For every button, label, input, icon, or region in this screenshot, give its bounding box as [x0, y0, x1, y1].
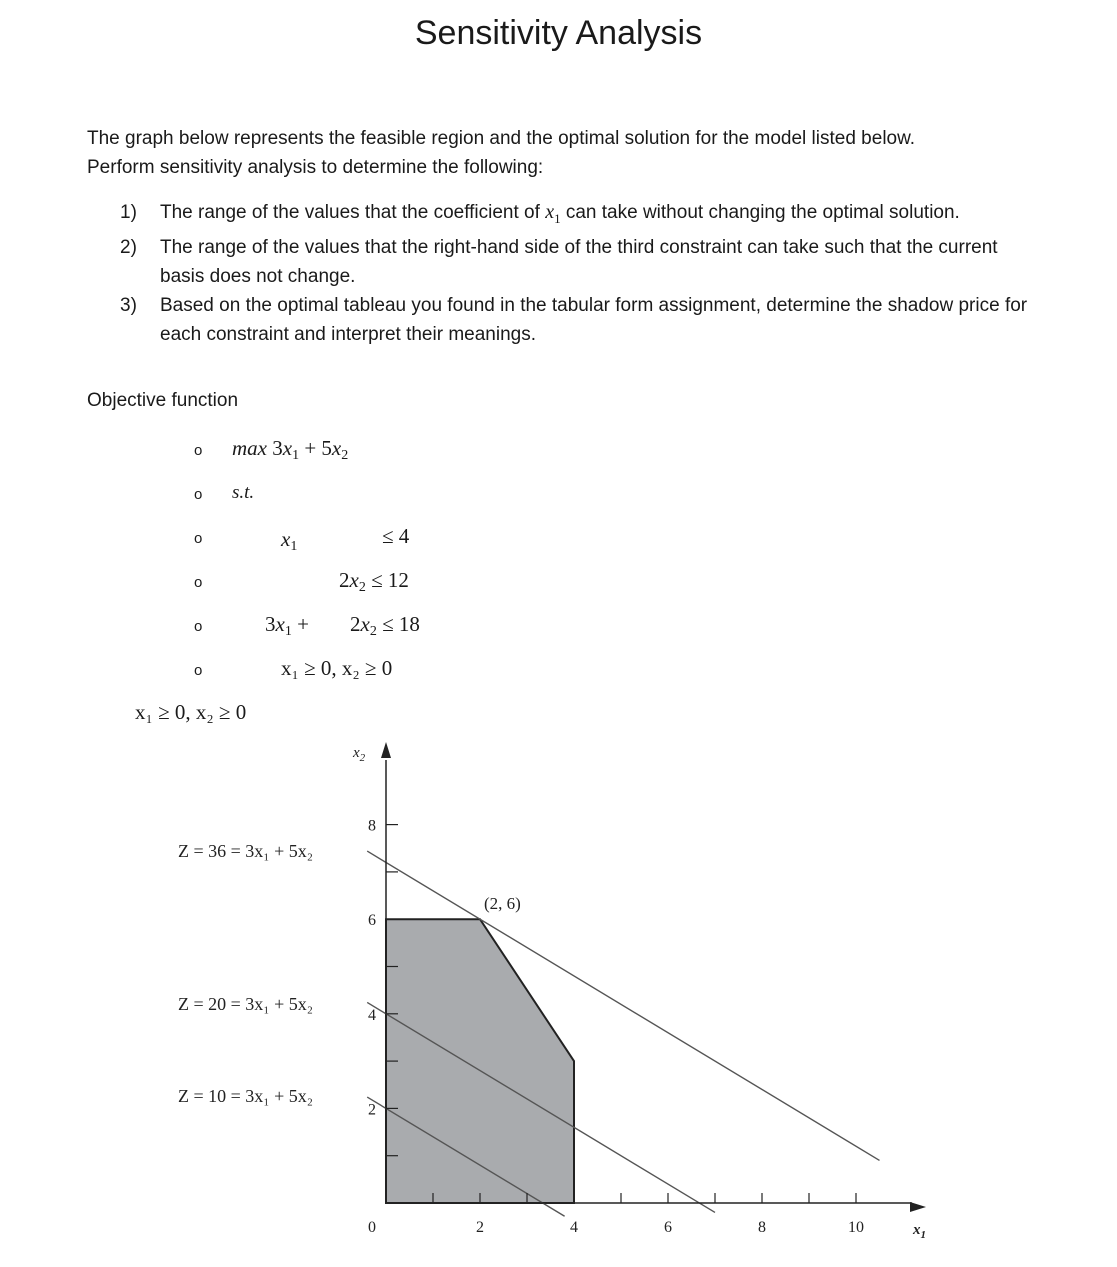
- question-text: The range of the values that the right-hand side of the third constraint can take such that the current basis does not change.: [160, 236, 998, 287]
- x-tick-label: 6: [664, 1219, 672, 1236]
- optimal-point-label: (2, 6): [484, 894, 521, 914]
- question-number: 3): [120, 294, 137, 316]
- y-axis-arrow-icon: [381, 742, 391, 758]
- bullet-icon: o: [194, 574, 203, 591]
- y-tick-label: 8: [368, 817, 376, 835]
- iso-line-label-z10: Z = 10 = 3x₁ + 5x₂: [178, 1086, 313, 1106]
- y-axis-label: $x_2$: [353, 745, 366, 764]
- bullet-icon: o: [194, 662, 203, 679]
- nonnegativity-constraint: x₁ ≥ 0, x₂ ≥ 0: [281, 656, 393, 680]
- constraint-1-rhs: ≤ 4: [382, 524, 410, 548]
- constraint-3-term-2: $2x_2 \le 18$: [350, 612, 420, 639]
- question-text-after: can take without changing the optimal solution.: [560, 202, 960, 223]
- bullet-icon: o: [194, 442, 203, 459]
- question-number: 2): [120, 236, 137, 258]
- objective-function-label: Objective function: [87, 390, 239, 411]
- iso-line-label-z20: Z = 20 = 3x₁ + 5x₂: [178, 994, 313, 1014]
- y-tick-label: 4: [368, 1006, 376, 1024]
- objective-expression: $\max 3x_1 + 5x_2$: [232, 436, 349, 463]
- x-tick-label: 0: [368, 1219, 376, 1236]
- x-axis-label: $x_1$: [913, 1222, 926, 1241]
- bullet-icon: o: [194, 618, 203, 635]
- x-tick-label: 2: [476, 1219, 484, 1236]
- question-text: Based on the optimal tableau you found in the tabular form assignment, determine the shadow price for each constraint and interpret their meanings.: [160, 294, 1028, 345]
- bullet-icon: o: [194, 486, 203, 503]
- intro-line-1: The graph below represents the feasible region and the optimal solution for the model listed below.: [87, 128, 916, 149]
- x-tick-label: 4: [570, 1219, 578, 1236]
- question-variable-sub: 1: [554, 210, 561, 226]
- feasible-region: [386, 919, 574, 1203]
- bullet-icon: o: [194, 530, 203, 547]
- y-tick-label: 2: [368, 1101, 376, 1119]
- question-variable: x: [545, 201, 555, 223]
- nonnegativity-repeat: x₁ ≥ 0, x₂ ≥ 0: [135, 700, 247, 724]
- intro-line-2: Perform sensitivity analysis to determine the following:: [87, 157, 544, 178]
- question-number: 1): [120, 202, 137, 223]
- x-axis-arrow-icon: [910, 1202, 926, 1212]
- y-tick-label: 6: [368, 912, 376, 930]
- question-text-before: The range of the values that the coefficient of: [160, 202, 546, 223]
- subject-to-label: s.t.: [232, 482, 255, 503]
- constraint-3-term-1: $3x_1$ +: [265, 612, 309, 639]
- iso-line-label-z36: Z = 36 = 3x₁ + 5x₂: [178, 841, 313, 861]
- x-tick-label: 8: [758, 1219, 766, 1236]
- page-title: Sensitivity Analysis: [414, 14, 703, 52]
- constraint-2: $2x_2 \le 12$: [339, 568, 409, 595]
- x-tick-label: 10: [848, 1219, 864, 1236]
- constraint-1-lhs: $x_1$: [281, 527, 298, 554]
